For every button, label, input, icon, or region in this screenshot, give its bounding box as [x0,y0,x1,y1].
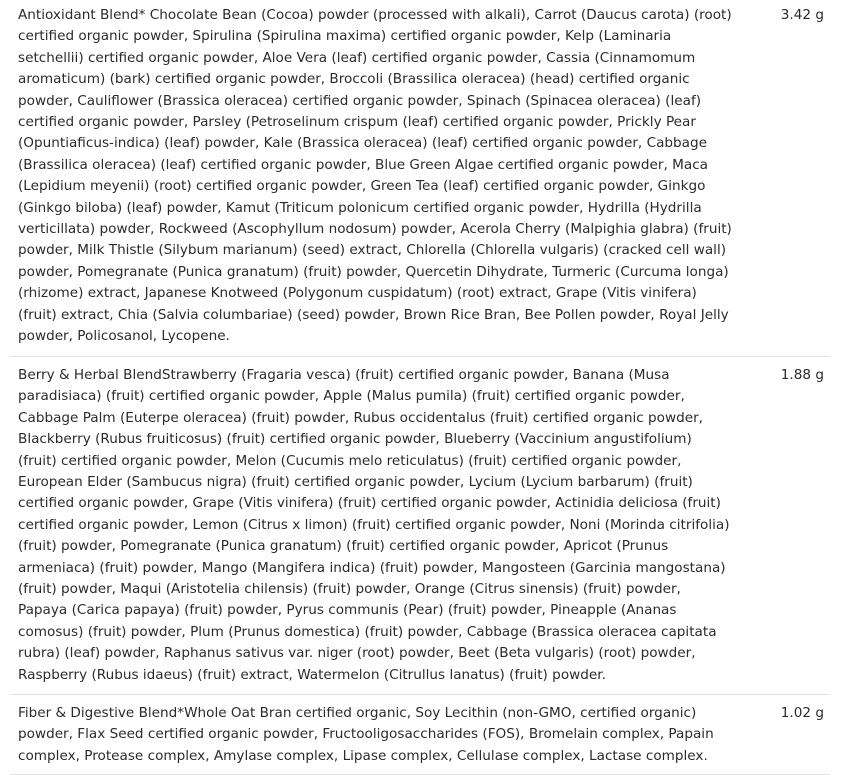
ingredient-description: Berry & Herbal BlendStrawberry (Fragaria vesca) (fruit) certified organic powder, Banana (Musa paradisiaca) (fruit) certified organic powder, Apple (Malus pumila) (fruit) certified organic powder, Cabbage Palm (Euterpe oleracea) (fruit) powder, Rubus occidentalus (fruit) certified organic powder, Blackberry (Rubus fruiticosus) (fruit) certified organic powder, Blueberry (Vaccinium angustifolium) (fruit) certified organic powder, Melon (Cucumis melo reticulatus) (fruit) certified organic powder, European Elder (Sambucus nigra) (fruit) certified organic powder, Lycium (Lycium barbarum) (fruit) certified organic powder, Grape (Vitis vinifera) (fruit) certified organic powder, Actinidia deliciosa (fruit) certified organic powder, Lemon (Citrus x limon) (fruit) certified organic powder, Noni (Morinda citrifolia) (fruit) powder, Pomegranate (Punica granatum) (fruit) certified organic powder, Apricot (Prunus armeniaca) (fruit) powder, Mango (Mangifera indica) (fruit) powder, Mangosteen (Garcinia mangostana) (fruit) powder, Maqui (Aristotelia chilensis) (fruit) powder, Orange (Citrus sinensis) (fruit) powder, Papaya (Carica papaya) (fruit) powder, Pyrus communis (Pear) (fruit) powder, Pineapple (Ananas comosus) (fruit) powder, Plum (Prunus domestica) (fruit) powder, Cabbage (Brassica oleracea capitata rubra) (leaf) powder, Raphanus sativus var. niger (root) powder, Beet (Beta vulgaris) (root) powder, Raspberry (Rubus idaeus) (fruit) extract, Watermelon (Citrullus lanatus) (fruit) powder. [18,367,730,683]
ingredient-amount: 1.02 g [780,705,824,721]
table-row [10,695,830,775]
supplement-facts-table [10,5,830,775]
table-row [10,357,830,695]
ingredient-description: Fiber & Digestive Blend*Whole Oat Bran certified organic, Soy Lecithin (non-GMO, certified organic) powder, Flax Seed certified organic powder, Fructooligosaccharides (FOS), Bromelain complex, Papain complex, Protease complex, Amylase complex, Lipase complex, Cellulase complex, Lactase complex. [18,705,714,764]
ingredient-amount: 3.42 g [780,7,824,23]
table-row [10,5,830,357]
ingredient-amount: 1.88 g [780,367,824,383]
ingredient-description: Antioxidant Blend* Chocolate Bean (Cocoa) powder (processed with alkali), Carrot (Daucus carota) (root) certified organic powder, Spirulina (Spirulina maxima) certified organic powder, Kelp (Laminaria setchellii) certified organic powder, Aloe Vera (leaf) certified organic powder, Cassia (Cinnamomum aromaticum) (bark) certified organic powder, Broccoli (Brassilica oleracea) (head) certified organic powder, Cauliflower (Brassica oleracea) certified organic powder, Spinach (Spinacea oleracea) (leaf) certified organic powder, Parsley (Petroselinum crispum (leaf) certified organic powder, Prickly Pear (Opuntiaficus-indica) (leaf) powder, Kale (Brassica oleracea) (leaf) certified organic powder, Cabbage (Brassilica oleracea) (leaf) certified organic powder, Blue Green Algae certified organic powder, Maca (Lepidium meyenii) (root) certified organic powder, Green Tea (leaf) certified organic powder, Ginkgo (Ginkgo biloba) (leaf) powder, Kamut (Triticum polonicum certified organic powder, Hydrilla (Hydrilla verticillata) powder, Rockweed (Ascophyllum nodosum) powder, Acerola Cherry (Malpighia glabra) (fruit) powder, Milk Thistle (Silybum marianum) (seed) extract, Chlorella (Chlorella vulgaris) (cracked cell wall) powder, Pomegranate (Punica granatum) (fruit) powder, Quercetin Dihydrate, Turmeric (Curcuma longa) (rhizome) extract, Japanese Knotweed (Polygonum cuspidatum) (root) extract, Grape (Vitis vinifera) (fruit) extract, Chia (Salvia columbariae) (seed) powder, Brown Rice Bran, Bee Pollen powder, Royal Jelly powder, Policosanol, Lycopene. [18,7,732,345]
